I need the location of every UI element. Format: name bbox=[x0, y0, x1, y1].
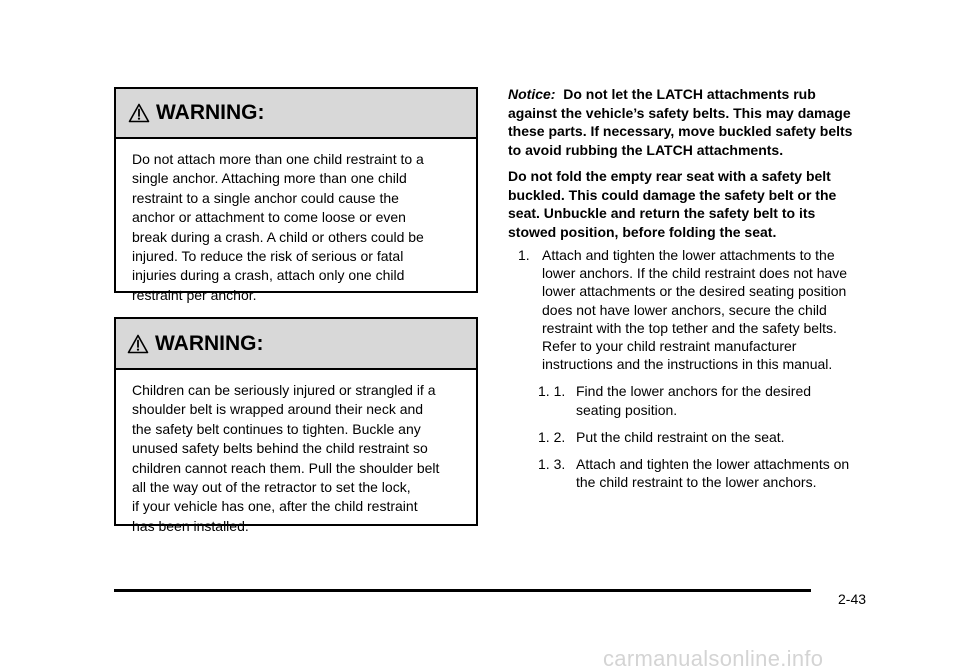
caution-line: buckled. This could damage the safety belt or the bbox=[508, 186, 837, 203]
warning-line: break during a crash. A child or others could be bbox=[132, 228, 424, 245]
right-column bbox=[508, 85, 888, 491]
warning-triangle-icon bbox=[127, 334, 149, 354]
notice-line: against the vehicle’s safety belts. This may damage bbox=[508, 104, 851, 121]
warning-header bbox=[116, 89, 476, 139]
step-line: Refer to your child restraint manufacturer bbox=[542, 338, 797, 355]
notice-line: to avoid rubbing the LATCH attachments. bbox=[508, 141, 784, 158]
notice-line: these parts. If necessary, move buckled safety belts bbox=[508, 123, 853, 139]
warning-line: restraint per anchor. bbox=[132, 286, 257, 303]
warning-line: children cannot reach them. Pull the shoulder belt bbox=[132, 459, 440, 476]
notice-label: Notice: bbox=[508, 86, 556, 102]
step-line: lower anchors. If the child restraint does not have bbox=[542, 265, 848, 282]
warning-line: single anchor. Attaching more than one child bbox=[132, 170, 407, 187]
warning-line: has been installed. bbox=[132, 517, 249, 534]
step-number: 1. bbox=[518, 247, 530, 263]
warning-line: restraint to a single anchor could cause the bbox=[132, 189, 399, 206]
substep-item bbox=[508, 382, 888, 418]
warning-triangle-icon bbox=[128, 103, 150, 123]
warning-line: the safety belt continues to tighten. Buckle any bbox=[132, 420, 421, 437]
caution-paragraph bbox=[508, 167, 888, 241]
warning-line: injured. To reduce the risk of serious or fatal bbox=[132, 248, 404, 265]
step-line: Attach and tighten the lower attachments to the bbox=[542, 247, 835, 263]
substep-item bbox=[508, 428, 888, 446]
step-line: does not have lower anchors, secure the child bbox=[542, 301, 827, 318]
caution-line: Do not fold the empty rear seat with a safety belt bbox=[508, 168, 831, 184]
caution-line: seat. Unbuckle and return the safety belt to its bbox=[508, 205, 816, 221]
warning-text bbox=[116, 139, 476, 305]
notice-paragraph bbox=[508, 85, 888, 159]
warning-box-shoulder-belt bbox=[114, 317, 478, 534]
warning-line: Children can be seriously injured or strangled if a bbox=[132, 382, 436, 398]
substep-item bbox=[508, 455, 888, 491]
notice-line: Do not let the LATCH attachments rub bbox=[563, 86, 816, 102]
warning-line: if your vehicle has one, after the child restraint bbox=[132, 498, 418, 515]
substep-line: Attach and tighten the lower attachments on bbox=[576, 456, 850, 473]
footer-rule bbox=[114, 589, 811, 592]
caution-line: stowed position, before folding the seat. bbox=[508, 223, 777, 240]
step-line: lower attachments or the desired seating position bbox=[542, 283, 847, 300]
step-line: restraint with the top tether and the safety belts. bbox=[542, 319, 837, 336]
warning-line: injuries during a crash, attach only one child bbox=[132, 267, 405, 284]
substep-line: Find the lower anchors for the desired bbox=[576, 383, 812, 400]
substep-number: 1. 1. bbox=[538, 383, 566, 400]
substep-line: seating position. bbox=[576, 401, 678, 418]
step-line: instructions and the instructions in this manual. bbox=[542, 356, 833, 373]
watermark: carmanualsonline.info bbox=[603, 646, 824, 671]
warning-title: WARNING: bbox=[156, 101, 265, 124]
step-item bbox=[508, 246, 888, 373]
warning-line: Do not attach more than one child restraint to a bbox=[132, 151, 424, 167]
warning-title: WARNING: bbox=[155, 331, 264, 355]
warning-line: anchor or attachment to come loose or even bbox=[132, 209, 406, 226]
warning-text bbox=[116, 370, 476, 536]
substep-line: Put the child restraint on the seat. bbox=[576, 428, 785, 445]
warning-line: shoulder belt is wrapped around their neck and bbox=[132, 401, 424, 418]
warning-line: all the way out of the retractor to set the lock, bbox=[132, 479, 411, 496]
substep-number: 1. 2. bbox=[538, 428, 566, 445]
warning-line: unused safety belts behind the child restraint so bbox=[132, 440, 428, 457]
substep-line: the child restraint to the lower anchors. bbox=[576, 474, 817, 491]
warning-header bbox=[116, 319, 476, 370]
substep-number: 1. 3. bbox=[538, 456, 566, 473]
warning-box-anchor bbox=[114, 87, 478, 303]
page-number: 2-43 bbox=[838, 591, 867, 607]
